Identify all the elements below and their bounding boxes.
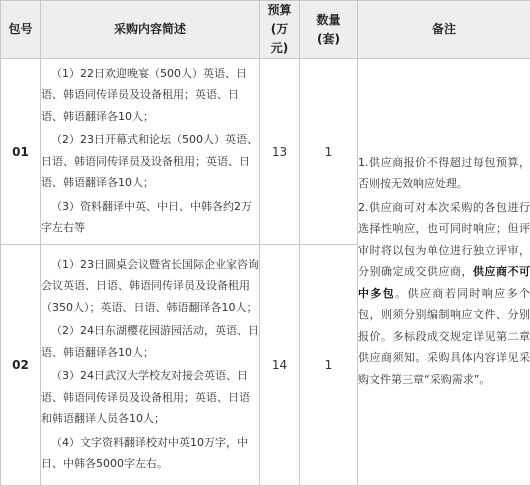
header-package: 包号 xyxy=(1,1,41,59)
remark-paragraph-2 xyxy=(358,197,530,391)
content-item: （1）22日欢迎晚宴（500人）英语、日语、韩语同传译员及设备租用；英语、日语、韩语翻译各10人； xyxy=(41,66,247,123)
remark-text: 2.供应商可对本次采购的各包进行选择性响应，也可同时响应；但评审时将以包为单位进行独立评审，分别确定成交供应商， xyxy=(358,200,530,279)
content-cell xyxy=(41,245,260,486)
content-item: （3）资料翻译中英、中日、中韩各约2万字左右等 xyxy=(41,199,252,234)
header-quantity-label: 数量(套) xyxy=(316,12,341,46)
budget-value: 14 xyxy=(260,245,300,486)
header-budget xyxy=(260,1,300,59)
header-content: 采购内容简述 xyxy=(41,1,260,59)
budget-value: 13 xyxy=(260,59,300,245)
content-item: （2）23日开幕式和论坛（500人）英语、日语、韩语同传译员及设备租用；英语、日语、韩语翻译各10人； xyxy=(41,133,258,189)
content-item: （3）24日武汉大学校友对接会英语、日语、韩语同传译员及设备租用；英语、日语和韩语翻译人员各10人； xyxy=(41,369,250,425)
content-item: （4）文字资料翻译校对中英10万字，中日、中韩各5000字左右。 xyxy=(41,435,248,470)
package-number: 01 xyxy=(1,59,41,245)
quantity-value: 1 xyxy=(300,59,358,245)
remark-emphasis: 供应商不可中多包 xyxy=(358,265,530,300)
header-budget-label: 预算(万元) xyxy=(267,3,292,55)
content-item: （2）24日东湖樱花园游园活动，英语、日语、韩语翻译各10人； xyxy=(41,324,259,359)
content-item: （1）23日圆桌会议暨省长国际企业家咨询会议英语、日语、韩语同传译员及设备租用（350人）；英语、日语、韩语翻译各10人； xyxy=(41,257,259,314)
header-quantity xyxy=(300,1,358,59)
package-number: 02 xyxy=(1,245,41,486)
table-row xyxy=(1,59,530,245)
remarks-cell xyxy=(358,59,530,486)
header-row xyxy=(1,1,530,59)
header-remarks: 备注 xyxy=(358,1,530,59)
remark-paragraph-1: 1.供应商报价不得超过每包预算，否则按无效响应处理。 xyxy=(358,155,530,191)
content-cell xyxy=(41,59,260,245)
remark-text: 。供应商若同时响应多个包，则须分别编制响应文件、分别报价。多标段成交规定详见第二章供应商须知。采购具体内容详见采购文件第三章“采购需求”。 xyxy=(358,286,530,386)
quantity-value: 1 xyxy=(300,245,358,486)
